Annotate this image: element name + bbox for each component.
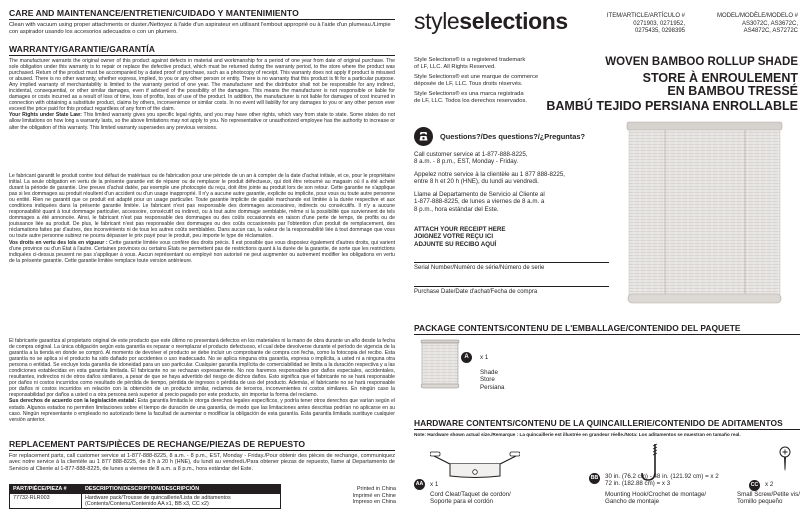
questions-en-2: 8 a.m. - 8 p.m., EST, Monday - Friday.	[414, 158, 519, 166]
parts-table	[9, 484, 281, 509]
warranty-heading: WARRANTY/GARANTIE/GARANTÍA	[9, 44, 155, 54]
hardware-rule	[414, 429, 800, 430]
trademark-text	[414, 57, 564, 104]
questions-es-1: Llame al Departamento de Servicio al Cliente al	[414, 191, 545, 198]
trademark-en-1: Style Selections® is a registered trademark	[414, 57, 526, 63]
parts-col-part: PART/PIÈCE/PIEZA #	[10, 485, 82, 494]
part-aa-name-2: Soporte para el cordón	[430, 498, 493, 506]
parts-table-header	[10, 485, 281, 494]
origin-text	[336, 486, 396, 506]
logo-bold: selections	[459, 8, 568, 34]
warranty-en-2: This limited warranty gives you specific legal rights, and you may have other rights, which vary from state to state. Some states do not allow limitations on how long a warranty lasts, so the above limitations may not apply to you. No representative or unauthorized employee has the authority to increase or alter the obligation of this warranty. This limited warranty supersedes any previous versions.	[9, 112, 395, 131]
warranty-fr-1: Le fabricant garantit le produit contre tout défaut de matériaux ou de fabrication pour une période de un an à compter de la date d'achat initiale, et ce, pour le propriétaire initial. La seule obligation en vertu de la présente garantie est de réparer ou de remplacer le produit défectueux, qui doit être retourné au magasin où il a été acheté durant la période de garantie. Une preuve d'achat datée, par exemple une photocopie du reçu, doit être jointe au produit lors de son retour. Cette garantie ne s'applique pas si les dommages au produit résultent d'un accident ou d'un usage inapproprié. Il n'y a aucune autre garantie, explicite ou implicite, pour vous ou toute autre personne ou entité. Rien ne garantit que ce produit est adapté pour un usage particulier. Toute garantie implicite de qualité marchande est limitée à la durée respective et aux conditions indiquées dans la présente garantie limitée. Le fabricant n'est pas responsable des dommages accessoires, indirects ou consécutifs. Il n'y a aucune responsabilité quant à tout dommage particulier, accessoire, consécutif ou indirect, ou à tout autre dommage semblable, même si la possibilité que surviennent de tels dommages a été annoncée. Ainsi, le fabricant n'est pas responsable des dommages ou des coûts occasionnés en raison d'une perte de temps, de profits ou de jouissance liée au produit. De plus, le fabricant n'est pas responsable des dommages ou des coûts occasionnés par l'obtention d'un produit de remplacement, des réclamations faites par d'autres, des inconvénients ni de tous les autres coûts semblables. Dans aucun cas, la valeur de la responsabilité liée à tout dommage que vous ou toute autre personne subirez ne pourra dépasser le prix payé pour le produit, peu importe le type de réclamation.	[9, 173, 395, 240]
care-heading: CARE AND MAINTENANCE/ENTRETIEN/CUIDADO Y MANTENIMIENTO	[9, 8, 299, 18]
origin-es: Impreso en China	[352, 499, 396, 506]
part-a-badge: A	[461, 352, 472, 363]
item-number-block	[590, 13, 685, 36]
cord-cleat-icon	[430, 446, 520, 482]
trademark-en-2: of LF, LLC. All Rights Reserved.	[414, 63, 496, 70]
part-aa-badge: AA	[414, 479, 425, 490]
warranty-en-1: The manufacturer warrants the original owner of this product against defects in material and workmanship for a period of one year from date of original purchase. The sole obligation under this warranty is to repair or replace the defective product, which must be returned during the warranty period, to the store where the product was purchased. Return of the product must be accompanied by a dated proof of purchase, such as a photocopy of receipt. This warranty does not apply if product is misused or abused. There is no other warranty, whether express, implied, to you or any other person or entity. There is no warranty that this product is fit for a particular purpose. Any implied warranty of merchantability is limited to the warranty period of one year. The manufacturer and the distributor shall not be responsible for any indirect, incidental, consequential, or other similar damages, even if advised of the possibility of the damages. This means the manufacturer is not responsible or liable for damages or costs incurred as a result of loss of time, loss of profits, loss of use of the product. In addition, the manufacturer is not liable for damages of cost incurred in connection with obtaining a substitute product, claims by others, inconvenience or similar costs. In no event will liability for any damages to you or any other person ever exceed the price paid for this product regardless of any form of the claim.	[9, 58, 395, 113]
part-number: 77732-RLR003	[10, 494, 82, 509]
product-title-fr-1: STORE À ENROULEMENT	[642, 71, 798, 85]
receipt-heading-fr: JOIGNEZ VOTRE REÇU ICI	[414, 233, 494, 241]
shade-illustration	[625, 120, 785, 310]
part-a-name-fr: Store	[480, 376, 495, 384]
brand-logo	[414, 8, 568, 35]
care-rule	[9, 19, 395, 20]
questions-es	[414, 191, 614, 213]
shade-thumbnail	[420, 339, 460, 391]
package-rule	[414, 334, 800, 335]
questions-en-1: Call customer service at 1-877-888-8225,	[414, 151, 528, 158]
origin-en: Printed in China	[356, 486, 396, 492]
questions-es-2: 1-877-888-8225, de lunes a viernes de 8 a.m. a	[414, 198, 545, 206]
part-bb-qty	[605, 473, 743, 488]
trademark-es-2: de LF, LLC. Todos los derechos reservados.	[414, 97, 527, 104]
parts-col-desc: DESCRIPTION/DESCRIPTION/DESCRIPCIÓN	[82, 485, 281, 494]
model-number-block	[694, 13, 798, 36]
part-cc-qty: x 2	[765, 481, 774, 488]
part-cc-names	[737, 491, 805, 506]
receipt-heading-es: ADJUNTE SU RECIBO AQUÍ	[414, 240, 497, 248]
purchase-date-label: Purchase Date/Date d'achat/Fecha de compra	[414, 289, 538, 295]
part-a-name-en: Shade	[480, 369, 498, 376]
questions-es-3: 8 p.m., hora estándar del Este.	[414, 205, 499, 213]
item-numbers-2: 0275435, 0298395	[634, 28, 685, 35]
model-label: MODEL/MODÈLE/MODELO #	[716, 13, 798, 19]
warranty-text-fr	[9, 173, 395, 264]
part-aa-qty: x 1	[430, 481, 439, 488]
serial-number-line	[414, 262, 609, 263]
item-label: ITEM/ARTICLE/ARTÍCULO #	[606, 13, 685, 19]
product-title-es: BAMBÚ TEJIDO PERSIANA ENROLLABLE	[546, 99, 798, 113]
table-row	[10, 494, 281, 509]
part-cc-name-2: Tornillo pequeño	[737, 498, 783, 506]
warranty-en-2-bold: Your Rights under State Law:	[9, 112, 82, 119]
warranty-es-2-bold: Sus derechos de acuerdo con la legislación estatal:	[9, 398, 137, 405]
logo-light: style	[414, 8, 460, 34]
receipt-heading-en: ATTACH YOUR RECEIPT HERE	[414, 226, 506, 233]
part-aa-name-1: Cord Cleat/Taquet de cordon/	[430, 491, 511, 498]
part-bb-names	[605, 491, 706, 506]
origin-fr: Imprimé en Chine	[352, 492, 396, 499]
warranty-fr-2-bold: Vos droits en vertu des lois en vigueur :	[9, 239, 108, 246]
warranty-text-en	[9, 58, 395, 131]
part-bb-qty-2: 72 in. (182.88 cm) = x 3	[605, 480, 671, 488]
warranty-es-2: Esta garantía limitada le otorga derechos legales específicos, y podría tener otros derechos que varían según el estado. Algunos estados no permiten limitaciones sobre el tiempo de duración de una garantía, de modo que las limitaciones antes descritas podrían no aplicarse en su caso. Ningún representante o empleado no autorizado tiene la facultad de aumentar o modificar la obligación de esta garantía. Esta garantía limitada sustituye cualquier versión anterior.	[9, 398, 395, 423]
warranty-fr-2: Cette garantie limitée vous confère des droits précis. Il est possible que vous disposiez également d'autres droits, qui varient d'une province ou d'un État à l'autre. Certaines provinces ou certains États ne permettent pas de restrictions quant à la durée de la garantie, de sorte que les restrictions indiquées ci-dessus peuvent ne pas s'appliquer à vous. Aucun représentant ou employé non autorisé ne peut augmenter ou autrement modifier les obligations en vertu de la présente garantie. Cette garantie limitée remplace toute version antérieure.	[9, 239, 395, 264]
item-numbers-1: 0271903, 0271952,	[633, 20, 685, 27]
trademark-fr-2: déposée de LF, LLC. Tous droits réservés.	[414, 80, 523, 87]
part-a-names	[480, 369, 504, 391]
warranty-rule	[9, 55, 395, 56]
questions-heading: Questions?/Des questions?/¿Preguntas?	[440, 132, 585, 141]
part-bb-badge: BB	[589, 473, 600, 484]
receipt-heading	[414, 226, 505, 248]
trademark-es-1: Style Selections® es una marca registrada	[414, 90, 524, 97]
questions-en	[414, 151, 614, 166]
model-numbers-2: AS4872C, AS7272C	[743, 28, 798, 35]
product-title-en: WOVEN BAMBOO ROLLUP SHADE	[605, 56, 798, 68]
part-cc-badge: CC	[749, 480, 760, 491]
part-cc-name-1: Small Screw/Petite vis/	[737, 491, 800, 498]
package-heading: PACKAGE CONTENTS/CONTENU DE L'EMBALLAGE/CONTENIDO DEL PAQUETE	[414, 323, 741, 333]
part-bb-name-1: Mounting Hook/Crochet de montage/	[605, 491, 707, 498]
hardware-heading: HARDWARE CONTENTS/CONTENU DE LA QUINCAILLERIE/CONTENIDO DE ADITAMENTOS	[414, 418, 783, 428]
hardware-note: Note: Hardware shown actual size./Remarque : La quincaillerie est illustrée en grandeur réelle./Nota: Los aditamentos se muestran en tamaño real.	[414, 432, 741, 437]
small-screw-icon	[776, 446, 794, 472]
questions-fr-2: entre 8 h et 20 h (HNE), du lundi au vendredi.	[414, 178, 539, 186]
serial-number-label: Serial Number/Numéro de série/Número de serie	[414, 265, 545, 271]
part-description: Hardware pack/Trousse de quincaillerie/Lista de aditamentos (Contents/Contenu/Contenido AA x1, BB x3, CC x2)	[82, 494, 281, 509]
replacement-heading: REPLACEMENT PARTS/PIÈCES DE RECHANGE/PIEZAS DE REPUESTO	[9, 439, 306, 449]
part-a-qty: x 1	[480, 354, 489, 361]
replacement-rule	[9, 450, 395, 451]
care-text: Clean with vacuum using proper attachments or duster./Nettoyez à l'aide d'un aspirateur en utilisant l'embout approprié ou à l'aide d'un plumeau./Limpie con aspirador usando los accesorios adecuados o con un plumero.	[9, 22, 391, 35]
part-bb-qty-1: 30 in. (76.2 cm) - 48 in. (121.92 cm) = x 2	[605, 473, 719, 480]
part-aa-names	[430, 491, 511, 506]
trademark-fr-1: Style Selections® est une marque de commerce	[414, 73, 539, 80]
warranty-text-es	[9, 338, 395, 423]
purchase-date-line	[414, 286, 609, 287]
questions-fr	[414, 171, 614, 186]
warranty-es-1: El fabricante garantiza al propietario original de este producto que este último no presentará defectos en los materiales ni la mano de obra durante un año desde la fecha de compra original. La única obligación según esta garantía es reparar o reemplazar el producto defectuoso, el cual debe devolverse durante el período de vigencia de la garantía a la tienda en donde se compró. Al momento de devolver el producto se debe incluir un comprobante de compra con fecha, como la fotocopia del recibo. Esta garantía no se aplica si el producto ha sido dañado por accidentes o uso inadecuado. No se aplica ninguna otra garantía, expresa o implícita, a usted ni a ninguna otra persona o entidad. Se excluye toda garantía de idoneidad para un uso particular. Cualquier garantía implícita de comerciabilidad se limita a la duración respectiva y a las condiciones establecidas en esta garantía limitada. El fabricante no se rechazan expresamente. No nos haremos responsables por daños especiales, accidentales, resultantes, indirectos ni de otros daños similares, a pesar de que se haya advertido del riesgo de dichos daños. Esto significa que el fabricante no se hará responsable por daños ni costos incurridos como resultado de pérdida de tiempo, pérdida de ingresos o pérdida de uso del producto. Además, el fabricante no se hará responsable por daños ni costos incurridos en relación con la obtención de un producto similar, reclamos de terceros, inconvenientes ni costos similares. En ningún caso la responsabilidad por daños a usted o a otra persona será superior al precio pagado por este producto, sin importar la forma del reclamo.	[9, 338, 395, 399]
replacement-text: For replacement parts, call customer service at 1-877-888-8225, 8 a.m. - 8 p.m., EST, Monday - Friday./Pour obtenir des pièces de rechange, communiquez avec notre service à la clientèle au 1 877 888-8225, de 8 h à 20 h (HNE), du lundi au vendredi./Para obtener piezas de repuesto, llame al Departamento de Servicio al Cliente al 1-877-888-8225, de lunes a viernes de 8 a.m. a 8 p.m., hora estándar del Este.	[9, 453, 395, 472]
questions-fr-1: Appelez notre service à la clientèle au 1 877 888-8225,	[414, 171, 566, 178]
model-numbers-1: AS3072C, AS3672C,	[741, 20, 798, 27]
part-bb-name-2: Gancho de montaje	[605, 498, 660, 506]
part-a-name-es: Persiana	[480, 383, 505, 391]
product-title-fr-2: EN BAMBOU TRESSÉ	[667, 84, 798, 98]
phone-icon	[414, 127, 433, 146]
